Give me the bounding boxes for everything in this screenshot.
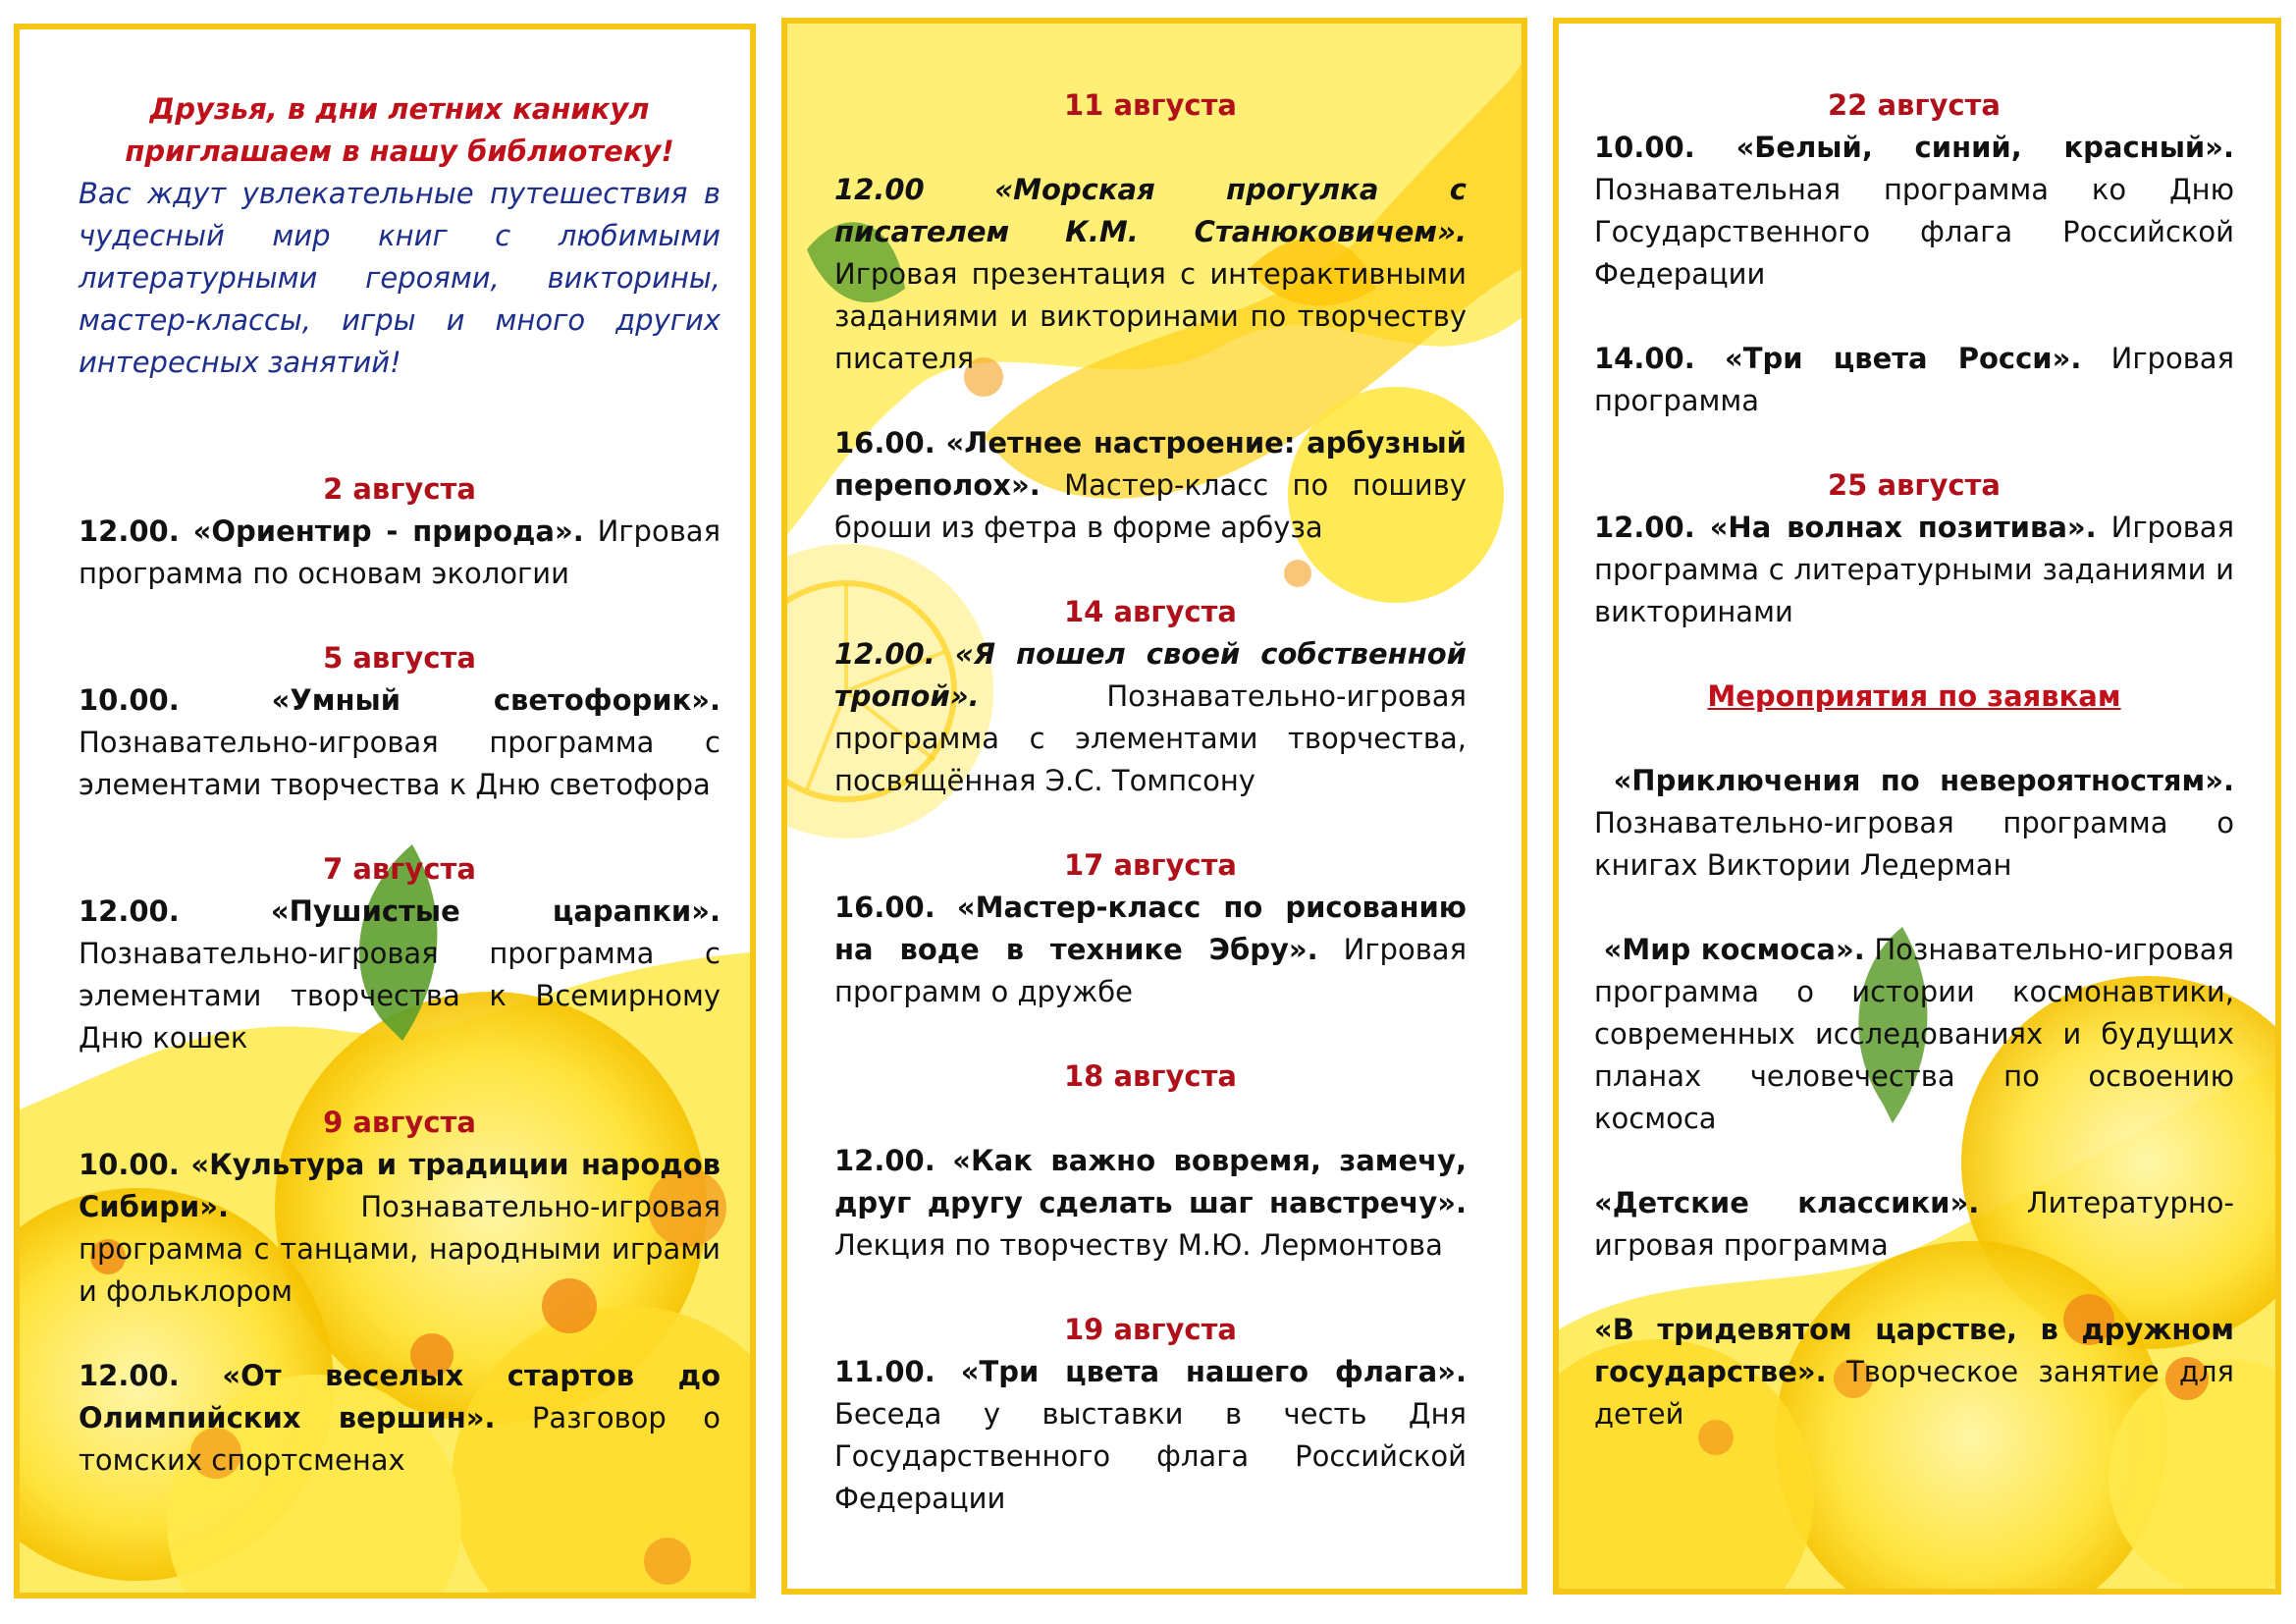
- special-event-entry: «Мир космоса». Познавательно-игровая программа о истории космонавтики, современных исследованиях и будущих планах человечества по освоению космоса: [1594, 933, 2234, 1135]
- event-entry: 12.00. «Как важно вовремя, замечу, друг другу сделать шаг навстречу». Лекция по творчеству М.Ю. Лермонтова: [834, 1144, 1467, 1262]
- intro-title-line1: Друзья, в дни летних каникул: [149, 92, 650, 126]
- event-date: 19 августа: [1064, 1313, 1237, 1346]
- intro-text: Вас ждут увлекательные путешествия в чудесный мир книг с любимыми литературными героями, викторины, мастер-классы, игры и много других интересных занятий!: [79, 177, 721, 379]
- event-entry: 12.00. «От веселых стартов до Олимпийских вершин». Разговор о томских спортсменах: [79, 1359, 721, 1477]
- event-date: 25 августа: [1828, 468, 2001, 502]
- event-entry: 12.00 «Морская прогулка с писателем К.М. Станюковичем». Игровая презентация с интерактивными заданиями и викторинами по творчеству писателя: [834, 173, 1467, 375]
- event-entry: 12.00. «Ориентир - природа». Игровая программа по основам экологии: [79, 514, 721, 590]
- brochure-panel-middle: [781, 18, 1527, 1595]
- event-date: 9 августа: [323, 1106, 476, 1139]
- special-event-entry: «Приключения по невероятностям». Познавательно-игровая программа о книгах Виктории Ледерман: [1594, 764, 2235, 882]
- event-date: 7 августа: [323, 852, 476, 886]
- event-entry: 12.00. «Пушистые царапки». Познавательно-игровая программа с элементами творчества к Всемирному Дню кошек: [79, 894, 721, 1055]
- event-date: 14 августа: [1064, 595, 1237, 628]
- event-date: 18 августа: [1064, 1059, 1237, 1093]
- event-date: 17 августа: [1064, 848, 1237, 882]
- intro-title-line2: приглашаем в нашу библиотеку!: [125, 135, 674, 168]
- event-entry: 10.00. «Культура и традиции народов Сибири». Познавательно-игровая программа с танцами, народными играми и фольклором: [79, 1148, 721, 1308]
- brochure-panel-right: [1553, 18, 2281, 1595]
- event-date: 5 августа: [323, 641, 476, 675]
- column-3: [1594, 84, 2234, 1435]
- event-entry: 11.00. «Три цвета нашего флага». Беседа у выставки в честь Дня Государственного флага Российской Федерации: [834, 1355, 1467, 1515]
- event-entry: 10.00. «Умный светофорик». Познавательно-игровая программа с элементами творчества к Дню светофора: [79, 683, 721, 801]
- event-date: 22 августа: [1828, 88, 2001, 122]
- event-entry: 16.00. «Мастер-класс по рисованию на воде в технике Эбру». Игровая программ о дружбе: [834, 891, 1468, 1008]
- special-event-entry: «Детские классики». Литературно-игровая программа: [1594, 1186, 2234, 1262]
- event-entry: 12.00. «Я пошел своей собственной тропой». Познавательно-игровая программа с элементами творчества, посвящённая Э.С. Томпсону: [834, 637, 1467, 797]
- special-event-entry: «В тридевятом царстве, в дружном государстве». Творческое занятие для детей: [1594, 1313, 2234, 1431]
- column-1: [79, 88, 721, 1482]
- column-2: [834, 84, 1467, 1520]
- event-entry: 10.00. «Белый, синий, красный». Познавательная программа ко Дню Государственного флага Российской Федерации: [1594, 131, 2234, 291]
- brochure-panel-left: [14, 24, 756, 1598]
- event-entry: 12.00. «На волнах позитива». Игровая программа с литературными заданиями и викторинами: [1594, 511, 2235, 628]
- event-date: 11 августа: [1064, 88, 1237, 122]
- event-date: 2 августа: [323, 472, 476, 506]
- event-entry: 16.00. «Летнее настроение: арбузный переполох». Мастер-класс по пошиву броши из фетра в форме арбуза: [834, 426, 1467, 544]
- event-entry: 14.00. «Три цвета Росси». Игровая программа: [1594, 342, 2235, 417]
- special-events-heading: Мероприятия по заявкам: [1707, 679, 2121, 713]
